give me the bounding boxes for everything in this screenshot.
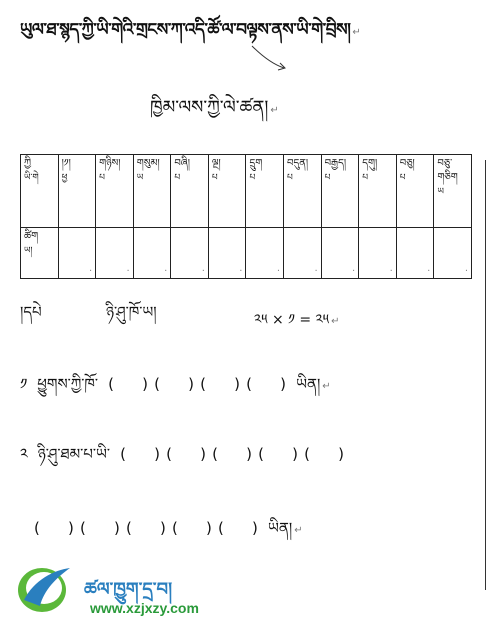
site-logo-icon [14,560,74,616]
table-row [21,227,472,278]
table-answer-cell[interactable] [246,227,284,278]
cell-mark: . [164,263,168,274]
site-brand: ཚལ་ཁྱུག་དྲ་བ། [84,579,173,600]
cell-bottom-text: པ [324,173,331,183]
table-header-cell [171,155,209,228]
question-number: ༡ [20,375,28,393]
page-title [20,10,360,58]
table-header-cell [58,155,96,228]
table-answer-cell[interactable] [359,227,397,278]
question-1 [20,368,331,410]
table-answer-cell[interactable] [434,227,472,278]
table-answer-cell[interactable] [171,227,209,278]
question-number: ༢ [20,445,28,463]
answer-blank-open[interactable]: ( [154,375,160,393]
table-answer-cell[interactable] [133,227,171,278]
answer-blank-close: ) [292,445,298,463]
example-label: །དཔེ [20,303,42,321]
return-mark: ↵ [294,525,303,536]
example-equation [254,303,339,343]
cell-bottom-text: ཕྱ [61,173,68,183]
table-answer-cell[interactable] [96,227,134,278]
answer-blank-close: ) [160,519,166,537]
cell-bottom-text: པ [399,173,406,183]
arrow-icon [250,44,290,74]
table-header-cell [96,155,134,228]
cell-bottom-text: ཡ [136,173,144,183]
question-text: ཕྱུགས་ཀྱི་ཁོ་ [37,375,99,393]
cell-top-text: གསུམ། [136,158,160,169]
cell-mark: . [88,263,93,274]
table-answer-cell[interactable] [58,227,96,278]
cell-bottom-text: པ [174,173,181,183]
answer-blank-close: ) [280,375,286,393]
example-text: ཉི་ཤུ་ཁོ་ཡ། [106,303,157,321]
site-url[interactable]: www.xzjxzy.com [90,600,199,616]
table-header-cell [246,155,284,228]
table-header-cell [434,155,472,228]
table-row-label-cell [21,227,59,278]
table-header-label-cell [21,155,59,228]
cell-mark: . [464,263,468,274]
answer-blank-open[interactable]: ( [120,445,126,463]
table-header-cell [208,155,246,228]
cell-top-text: ལྔ། [211,158,221,169]
table-header-cell [284,155,322,228]
cell-mark: . [276,263,281,274]
cell-top-text: བཞི། [174,158,190,169]
answer-blank-close: ) [234,375,240,393]
table-answer-cell[interactable] [208,227,246,278]
return-mark: ↵ [352,27,361,38]
table-answer-cell[interactable] [321,227,359,278]
cell-top-text: བདུན། [287,158,309,169]
answer-blank-open[interactable]: ( [212,445,218,463]
cell-top-text: ཚིག [24,230,39,242]
answer-blank-open[interactable]: ( [304,445,310,463]
subtitle [150,88,279,138]
cell-mark: . [239,263,243,274]
answer-blank-open[interactable]: ( [200,375,206,393]
cell-top-text: དགུ། [362,158,378,169]
subtitle-text: ཁྱིམ་ལས་ཀྱི་ལེ་ཚན། [150,97,269,118]
cell-top-text: དྲུག [249,158,263,169]
answer-blank-close: ) [206,519,212,537]
answer-blank-open[interactable]: ( [126,519,132,537]
answer-blank-close: ) [200,445,206,463]
page-margin-line [485,160,486,590]
page-title-text: ཡུལ་ཐ་སྙད་ཀྱི་ཡི་གེའི་གྲངས་ཀ་འདི་ཚོ་ལ་བལྟས་ནས་ཡི་གེ་བྲིས། [20,20,351,40]
cell-top-text: བཅུ་གཅིག [437,158,458,183]
cell-mark: . [201,263,205,274]
cell-top-text: །༡། [61,158,71,169]
question-text: ཉི་ཤུ་ཐམ་པ་ཡི་ [37,445,111,463]
return-mark: ↵ [322,381,331,392]
cell-bottom-text: ཡི་གེ [24,173,39,183]
cell-mark: . [389,263,393,274]
table-header-row [21,155,472,228]
cell-top-text: ཀྱི [24,158,32,169]
answer-blank-open[interactable]: ( [172,519,178,537]
answer-blank-open[interactable]: ( [246,375,252,393]
cell-bottom-text: ཡ། [24,245,33,256]
answer-blank-close: ) [252,519,258,537]
table-header-cell [133,155,171,228]
cell-top-text: གཉིས། [99,158,121,169]
cell-bottom-text: ཡ [437,187,444,197]
example-equation-text: ༢༥ × ༡ = ༢༥ [254,312,330,328]
answer-blank-close: ) [188,375,194,393]
answer-blank-close: ) [114,519,120,537]
question-2 [20,438,350,480]
answer-blank-open[interactable]: ( [218,519,224,537]
answer-blank-open[interactable]: ( [34,519,40,537]
answer-blank-open[interactable]: ( [80,519,86,537]
number-table [20,154,472,279]
question-end-text: ཡིན། [296,375,321,393]
cell-top-text: བརྒྱད། [324,158,347,169]
cell-bottom-text: པ [287,173,293,183]
return-mark: ↵ [270,105,279,116]
answer-blank-open[interactable]: ( [166,445,172,463]
question-end-text: ཡིན། [268,519,293,537]
table-header-cell [359,155,397,228]
cell-bottom-text: པ [249,173,256,183]
cell-bottom-text: པ [211,173,218,183]
cell-mark: . [352,263,356,274]
answer-blank-open[interactable]: ( [258,445,264,463]
cell-bottom-text: པ [99,173,105,183]
table-answer-cell[interactable] [284,227,322,278]
table-header-cell [321,155,359,228]
cell-bottom-text: པ [362,173,368,183]
table-answer-cell[interactable] [396,227,434,278]
question-3 [34,512,303,554]
answer-blank-close: ) [142,375,148,393]
cell-mark: . [314,263,318,274]
answer-blank-close: ) [154,445,160,463]
table-header-cell [396,155,434,228]
cell-top-text: བཅུ། [399,158,415,169]
answer-blank-close: ) [246,445,252,463]
answer-blank-close: ) [68,519,74,537]
cell-mark: . [427,263,431,274]
cell-mark: . [126,263,130,274]
answer-blank-open[interactable]: ( [108,375,114,393]
answer-blank-close: ) [338,445,344,463]
return-mark: ↵ [331,316,340,327]
